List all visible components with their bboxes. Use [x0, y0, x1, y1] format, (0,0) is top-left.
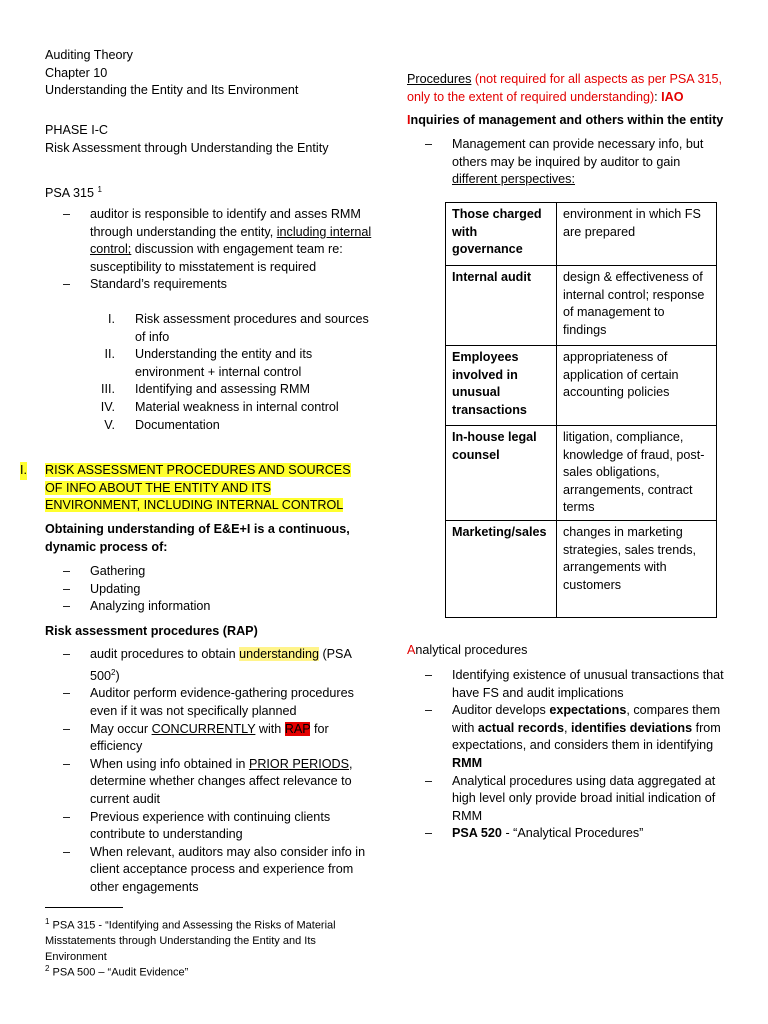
table-row: [446, 266, 717, 346]
psa315-heading: PSA 315 $^1$: [45, 185, 102, 201]
inquiries-list: [407, 136, 727, 189]
list-item: – Auditor perform evidence-gathering procedures even if it was not specifically planned: [45, 685, 375, 720]
chapter-label: Chapter 10: [45, 65, 108, 80]
obtaining-understanding: Obtaining understanding of E&E+I is a continuous, dynamic process of:: [45, 522, 350, 554]
rap-list: [45, 646, 375, 897]
table-row: [446, 520, 717, 617]
footnote-2: $^2$ PSA 500 – “Audit Evidence”: [45, 964, 189, 979]
procedures-heading: Procedures (not required for all aspects as per PSA 315, only to the extent of required understanding): IAO: [407, 72, 723, 104]
list-item: – Auditor develops expectations, compares them with actual records, identifies deviations from expectations, and considers them in identifying RMM: [407, 702, 732, 772]
footnote-1: $^1$ PSA 315 - “Identifying and Assessing the Risks of Material Misstatements through Understanding the Entity and Its Environment: [45, 917, 336, 963]
list-item: – Updating: [45, 581, 375, 599]
table-cell-party: Employees involved in unusual transactions: [446, 346, 557, 426]
list-item: – PSA 520 - “Analytical Procedures”: [407, 825, 732, 843]
phase-label: PHASE I-C: [45, 123, 108, 137]
table-cell-party: Those charged with governance: [446, 203, 557, 266]
list-item: – When using info obtained in PRIOR PERIODS, determine whether changes affect relevance to current audit: [45, 756, 375, 809]
analytical-heading: Analytical procedures: [407, 643, 528, 657]
course-title: Auditing Theory: [45, 48, 133, 62]
list-item: – audit procedures to obtain understanding (PSA $500^2$): [45, 646, 375, 685]
requirement-item: II. Understanding the entity and its environment + internal control: [104, 347, 313, 379]
table-row: [446, 203, 717, 266]
chapter-topic: Understanding the Entity and Its Environment: [45, 83, 299, 98]
requirements-list: [45, 311, 375, 434]
list-item: – Identifying existence of unusual transactions that have FS and audit implications: [407, 667, 732, 702]
list-item: – When relevant, auditors may also consider info in client acceptance process and experience from other engagements: [45, 844, 375, 897]
table-cell-party: Marketing/sales: [446, 520, 557, 617]
table-cell-topic: changes in marketing strategies, sales trends, arrangements with customers: [557, 520, 717, 617]
footnote-ref-1: 1: [97, 185, 102, 194]
rap-heading: Risk assessment procedures (RAP): [45, 624, 258, 638]
phase-description: Risk Assessment through Understanding the Entity: [45, 140, 329, 155]
list-item: – May occur CONCURRENTLY with RAP for efficiency: [45, 721, 375, 756]
table-cell-topic: environment in which FS are prepared: [557, 203, 717, 266]
table-cell-topic: appropriateness of application of certain accounting policies: [557, 346, 717, 426]
footnote-ref-2: 2: [111, 667, 116, 677]
list-item: – Analyzing information: [45, 598, 375, 616]
section1-title: RISK ASSESSMENT PROCEDURES AND SOURCES OF INFO ABOUT THE ENTITY AND ITS ENVIRONMENT, INCLUDING INTERNAL CONTROL: [45, 463, 351, 513]
requirement-item: IV. Material weakness in internal control: [100, 399, 339, 414]
process-list: [45, 563, 375, 616]
requirement-item: III. Identifying and assessing RMM: [101, 382, 310, 397]
requirement-item: V. Documentation: [104, 417, 220, 432]
list-item: – Analytical procedures using data aggregated at high level only provide broad initial indication of RMM: [407, 773, 732, 826]
inquiries-heading: Inquiries of management and others within the entity: [407, 113, 724, 127]
list-item: – Previous experience with continuing clients contribute to understanding: [45, 809, 375, 844]
footnote-divider: [45, 907, 123, 908]
list-item: – Management can provide necessary info, but others may be inquired by auditor to gain different perspectives:: [407, 136, 727, 189]
inquiry-table: [445, 202, 717, 618]
table-cell-party: In-house legal counsel: [446, 426, 557, 521]
procedures-note: (not required for all aspects as per PSA 315, only to the extent of required understanding): [407, 72, 723, 104]
section1-number: I.: [20, 462, 27, 480]
analytical-list: [407, 667, 732, 843]
table-row: [446, 426, 717, 521]
list-item: – Gathering: [45, 563, 375, 581]
table-cell-topic: design & effectiveness of internal control; response of management to findings: [557, 266, 717, 346]
list-item: – Standard’s requirements: [45, 276, 375, 294]
iao-label: IAO: [661, 89, 684, 104]
table-row: [446, 346, 717, 426]
section1-heading: [20, 462, 360, 515]
phase-block: [45, 122, 329, 157]
procedures-label: Procedures: [407, 72, 472, 86]
requirement-item: I. Risk assessment procedures and sources of info: [108, 312, 369, 344]
document-header: [45, 47, 298, 100]
psa315-list: [45, 206, 375, 294]
list-item: – auditor is responsible to identify and asses RMM through understanding the entity, including internal control; discussion with engagement team re: susceptibility to misstatement is required: [45, 206, 375, 276]
table-cell-topic: litigation, compliance, knowledge of fraud, post-sales obligations, arrangements, contract terms: [557, 426, 717, 521]
table-cell-party: Internal audit: [446, 266, 557, 346]
